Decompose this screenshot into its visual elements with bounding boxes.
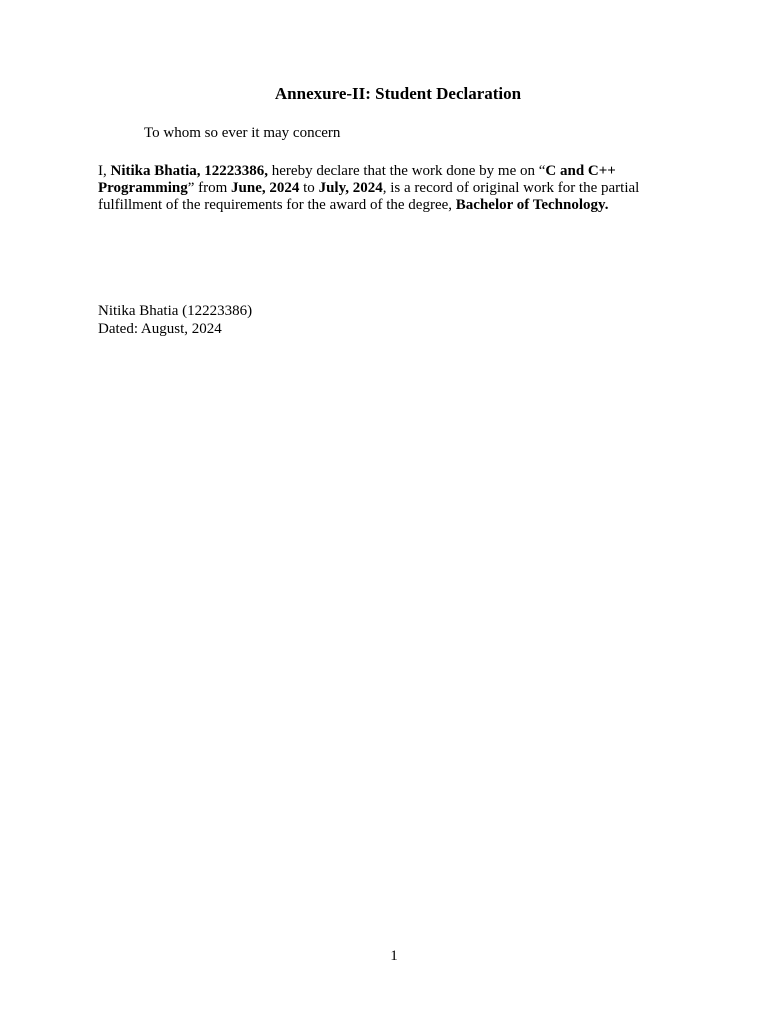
course-name: C and C++ Programming xyxy=(98,163,616,196)
declaration-text: , is a record of original work for the partial fulfillment of the requirements for the award of the degree, xyxy=(98,180,640,213)
end-date: July, 2024 xyxy=(318,180,383,196)
declaration-text: ” from xyxy=(187,180,232,196)
page-number: 1 xyxy=(390,948,398,964)
declaration-paragraph xyxy=(98,163,678,214)
degree-name: Bachelor of Technology. xyxy=(455,197,609,213)
declaration-text: I, xyxy=(98,163,111,179)
declaration-text: to xyxy=(299,180,319,196)
salutation: To whom so ever it may concern xyxy=(144,125,341,141)
student-name-id: Nitika Bhatia, 12223386, xyxy=(110,163,269,179)
start-date: June, 2024 xyxy=(231,180,300,196)
declaration-text: hereby declare that the work done by me on “ xyxy=(268,163,546,179)
page-title: Annexure-II: Student Declaration xyxy=(274,84,522,103)
signature-date: Dated: August, 2024 xyxy=(98,321,222,337)
signature-name: Nitika Bhatia (12223386) xyxy=(98,303,253,319)
